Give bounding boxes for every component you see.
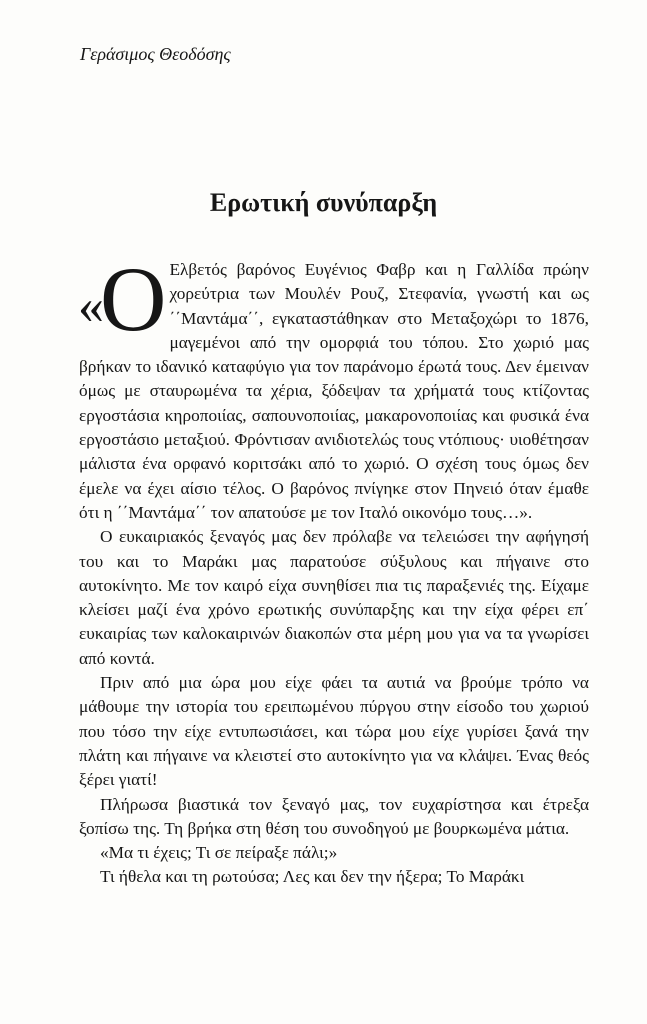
paragraph-opening-text: Ελβετός βαρόνος Ευγένιος Φαβρ και η Γαλλίδα πρώην χορεύτρια των Μουλέν Ρουζ, Στεφανία, γνωστή και ως ΄΄Μαντάμα΄΄, εγκαταστάθηκαν στο Μεταξοχώρι το 1876, μαγεμένοι από την ομορφιά του τόπου. Στο χωριό μας βρήκαν το ιδανικό καταφύγιο για τον παράνομο έρωτά τους. Δεν έμειναν όμως με σταυρωμένα τα χέρια, ξόδεψαν τα χρήματά τους κτίζοντας εργοστάσια κηροποιίας, σαπουνοποιίας, μακαρονοποιίας και φυσικά ένα εργοστάσιο μεταξιού. Φρόντισαν ανιδιοτελώς τους ντόπιους· υιοθέτησαν μάλιστα ένα ορφανό κοριτσάκι από το χωριό. Ο σχέση τους όμως δεν έμελε να έχει αίσιο τέλος. Ο βαρόνος πνίγηκε στον Πηνειό όταν έμαθε ότι η ΄΄Μαντάμα΄΄ τον απατούσε με τον Ιταλό οικονόμο τους…». bbox=[79, 260, 589, 522]
drop-cap-quote: « bbox=[78, 278, 100, 335]
paragraph: Τι ήθελα και τη ρωτούσα; Λες και δεν την ήξερα; Το Μαράκι bbox=[100, 867, 525, 887]
paragraph-dialogue: «Μα τι έχεις; Τι σε πείραξε πάλι;» bbox=[100, 843, 338, 863]
drop-cap-letter: Ο bbox=[100, 248, 167, 350]
chapter-title: Ερωτική συνύπαρξη bbox=[209, 188, 438, 217]
paragraph: Πριν από μια ώρα μου είχε φάει τα αυτιά να βρούμε τρόπο να μάθουμε την ιστορία του ερειπωμένου πύργου στην είσοδο του χωριού που τόσο την είχε εντυπωσιάσει, και τώρα μου είχε γυρίσει ξανά την πλάτη και πήγαινε να κλειστεί στο αυτοκίνητο για να κλάψει. Ένας θεός ξέρει γιατί! bbox=[79, 673, 589, 790]
running-header: Γεράσιμος Θεοδόσης bbox=[80, 44, 231, 64]
paragraph-opening bbox=[78, 248, 589, 525]
drop-cap bbox=[78, 248, 167, 350]
body-text bbox=[78, 248, 589, 890]
paragraph: Ο ευκαιριακός ξεναγός μας δεν πρόλαβε να τελειώσει την αφήγησή του και το Μαράκι μας παρατούσε σύξυλους και πήγαινε στο αυτοκίνητο. Με τον καιρό είχα συνηθίσει πια τις παραξενιές της. Είχαμε κλείσει μαζί ένα χρόνο ερωτικής συνύπαρξης και την είχα φέρει επ΄ ευκαιρίας των καλοκαιρινών διακοπών στα μέρη μου για να τα γνωρίσει από κοντά. bbox=[79, 527, 589, 668]
paragraph: Πλήρωσα βιαστικά τον ξεναγό μας, τον ευχαρίστησα και έτρεξα ξοπίσω της. Τη βρήκα στη θέση του συνοδηγού με βουρκωμένα μάτια. bbox=[79, 794, 589, 838]
